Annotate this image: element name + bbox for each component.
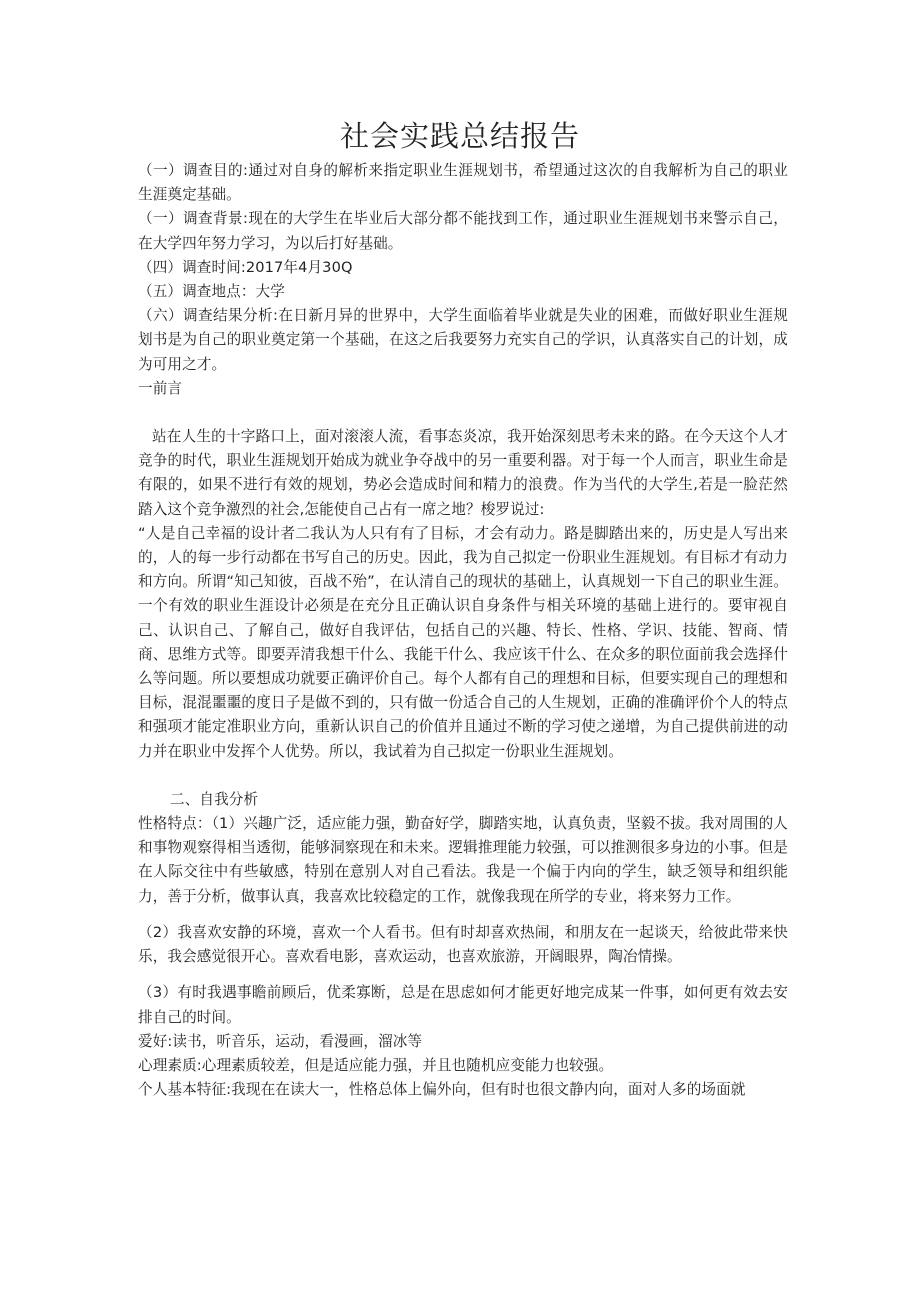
preface-quote-paragraph: “人是自己幸福的设计者二我认为人只有有了目标，才会有动力。路是脚踏出来的，历史是人写出来的，人的每一步行动都在书写自己的历史。因此，我为自己拟定一份职业生涯规划。有目标才有动力和方向。所谓“知己知彼，百战不殆”，在认清自己的现状的基础上，认真规划一下自己的职业生涯。一个有效的职业生涯设计必须是在充分且正确认识自身条件与相关环境的基础上进行的。要审视自己、认识自己、了解自己，做好自我评估，包括自己的兴趣、特长、性格、学识、技能、智商、情商、思维方式等。即要弄清我想干什么、我能干什么、我应该干什么、在众多的职位面前我会选择什么等问题。所以要想成功就要正确评价自己。每个人都有自己的理想和目标，但要实现自己的理想和目标，混混噩噩的度日子是做不到的，只有做一份适合自己的人生规划，正确的准确评价个人的特点和强项才能定准职业方向，重新认识自己的价值并且通过不断的学习使之递增，为自己提供前进的动力并在职业中发挥个人优势。所以，我试着为自己拟定一份职业生涯规划。 bbox=[138, 524, 788, 760]
hobbies-line: 爱好:读书，听音乐，运动，看漫画，溜冰等 bbox=[138, 1032, 423, 1050]
traits-paragraph-1: 性格特点：（1）兴趣广泛，适应能力强，勤奋好学，脚踏实地，认真负责，坚毅不拔。我对周围的人和事物观察得相当透彻，能够洞察现在和未来。逻辑推理能力较强，可以推测很多身边的小事。但是在人际交往中有些敏感，特别在意别人对自己看法。我是一个偏于内向的学生，缺乏领导和组织能力，善于分析，做事认真，我喜欢比较稳定的工作，就像我现在所学的专业，将来努力工作。 bbox=[138, 815, 788, 905]
spacer bbox=[138, 909, 788, 921]
preface-paragraph: 站在人生的十字路口上，面对滚滚人流，看事态炎凉，我开始深刻思考未来的路。在今天这个人才竞争的时代，职业生涯规划开始成为就业争夺战中的另一重要利器。对于每一个人而言，职业生命是有限的，如果不进行有效的规划，势必会造成时间和精力的浪费。作为当代的大学生,若是一脸茫然踏入这个竞争激烈的社会,怎能使自己占有一席之地？梭罗说过: bbox=[138, 428, 788, 518]
self-analysis-heading: 二、自我分析 bbox=[170, 790, 259, 808]
survey-background: （一）调查背景:现在的大学生在毕业后大部分都不能找到工作，通过职业生涯规划书来警示自己，在大学四年努力学习，为以后打好基础。 bbox=[138, 210, 788, 252]
spacer bbox=[138, 764, 788, 788]
survey-time: （四）调查时间:2017年4月30Q bbox=[138, 258, 353, 276]
survey-result: （六）调查结果分析:在日新月异的世界中，大学生面临着毕业就是失业的困难，而做好职业生涯规划书是为自己的职业奠定第一个基础，在这之后我要努力充实自己的学识，认真落实自己的计划，成为可用之才。 bbox=[138, 307, 788, 373]
spacer bbox=[138, 401, 788, 425]
document-body bbox=[138, 159, 788, 1102]
traits-paragraph-3: （3）有时我遇事瞻前顾后，优柔寡断，总是在思虑如何才能更好地完成某一件事，如何更有效去安排自己的时间。 bbox=[138, 984, 788, 1026]
preface-heading: 一前言 bbox=[138, 379, 183, 397]
page-title: 社会实践总结报告 bbox=[339, 119, 580, 153]
traits-paragraph-2: （2）我喜欢安静的环境，喜欢一个人看书。但有时却喜欢热闹，和朋友在一起谈天，给彼此带来快乐，我会感觉很开心。喜欢看电影，喜欢运动，也喜欢旅游，开阔眼界，陶冶情操。 bbox=[138, 923, 788, 966]
basic-traits-line: 个人基本特征:我现在在读大一，性格总体上偏外向，但有时也很文静内向，面对人多的场面就 bbox=[138, 1081, 746, 1099]
spacer bbox=[138, 969, 788, 981]
survey-purpose: （一）调查目的:通过对自身的解析来指定职业生涯规划书，希望通过这次的自我解析为自己的职业生涯奠定基础。 bbox=[138, 162, 788, 204]
psychology-line: 心理素质:心理素质较差，但是适应能力强，并且也随机应变能力也较强。 bbox=[138, 1056, 614, 1074]
survey-location: （五）调查地点：大学 bbox=[138, 283, 285, 301]
